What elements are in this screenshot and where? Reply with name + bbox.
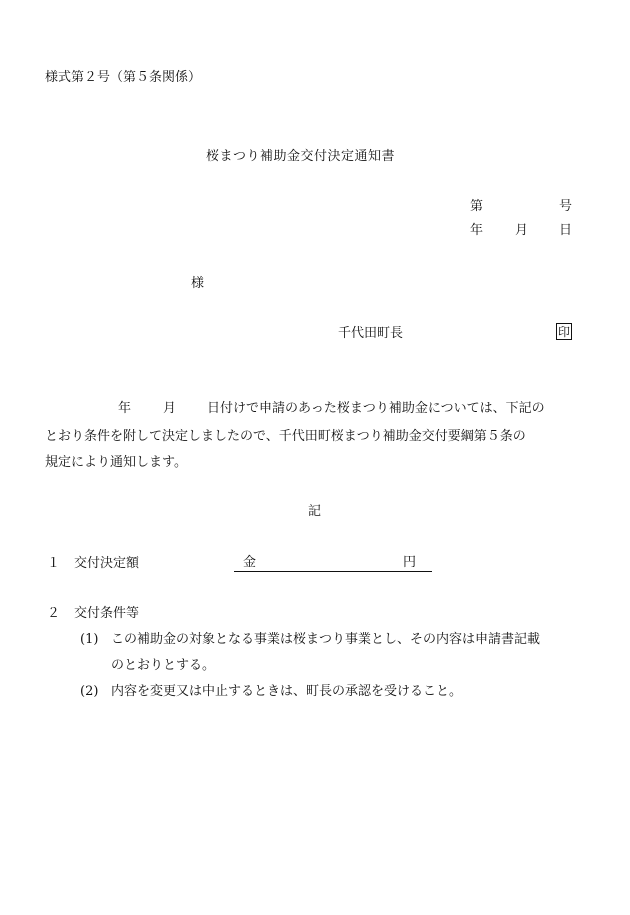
body-line-1-text: 日付けで申請のあった桜まつり補助金については、下記の [207, 401, 545, 416]
date-day-label: 日 [559, 223, 573, 238]
date-month-label: 月 [515, 223, 529, 238]
ki-heading: 記 [308, 504, 322, 519]
sender-name: 千代田町長 [338, 326, 404, 341]
item-2-label: 交付条件等 [74, 606, 140, 621]
date-year-label: 年 [470, 223, 484, 238]
doc-number-prefix: 第 [470, 199, 484, 214]
doc-number-suffix: 号 [559, 199, 573, 214]
amount-prefix: 金 [243, 555, 257, 570]
condition-1-text: この補助金の対象となる事業は桜まつり事業とし、その内容は申請書記載 [111, 632, 541, 647]
body-month-label: 月 [163, 401, 177, 416]
condition-1-number: (1) [80, 632, 99, 647]
item-2-number: ２ [47, 606, 61, 621]
condition-2-number: (2) [80, 684, 99, 699]
condition-1-continuation: のとおりとする。 [111, 658, 216, 673]
document-title: 桜まつり補助金交付決定通知書 [206, 149, 396, 164]
item-1-label: 交付決定額 [74, 556, 140, 571]
seal-stamp: 印 [558, 325, 571, 339]
item-1-number: １ [47, 556, 61, 571]
addressee-honorific: 様 [191, 276, 205, 291]
body-line-2: とおり条件を附して決定しましたので、千代田町桜まつり補助金交付要綱第５条の [45, 429, 526, 444]
condition-2-text: 内容を変更又は中止するときは、町長の承認を受けること。 [111, 684, 463, 699]
body-year-label: 年 [118, 401, 132, 416]
amount-suffix: 円 [403, 555, 417, 570]
form-number: 様式第２号（第５条関係） [45, 70, 202, 85]
grant-amount-field [234, 556, 432, 572]
body-line-3: 規定により通知します。 [45, 455, 187, 470]
